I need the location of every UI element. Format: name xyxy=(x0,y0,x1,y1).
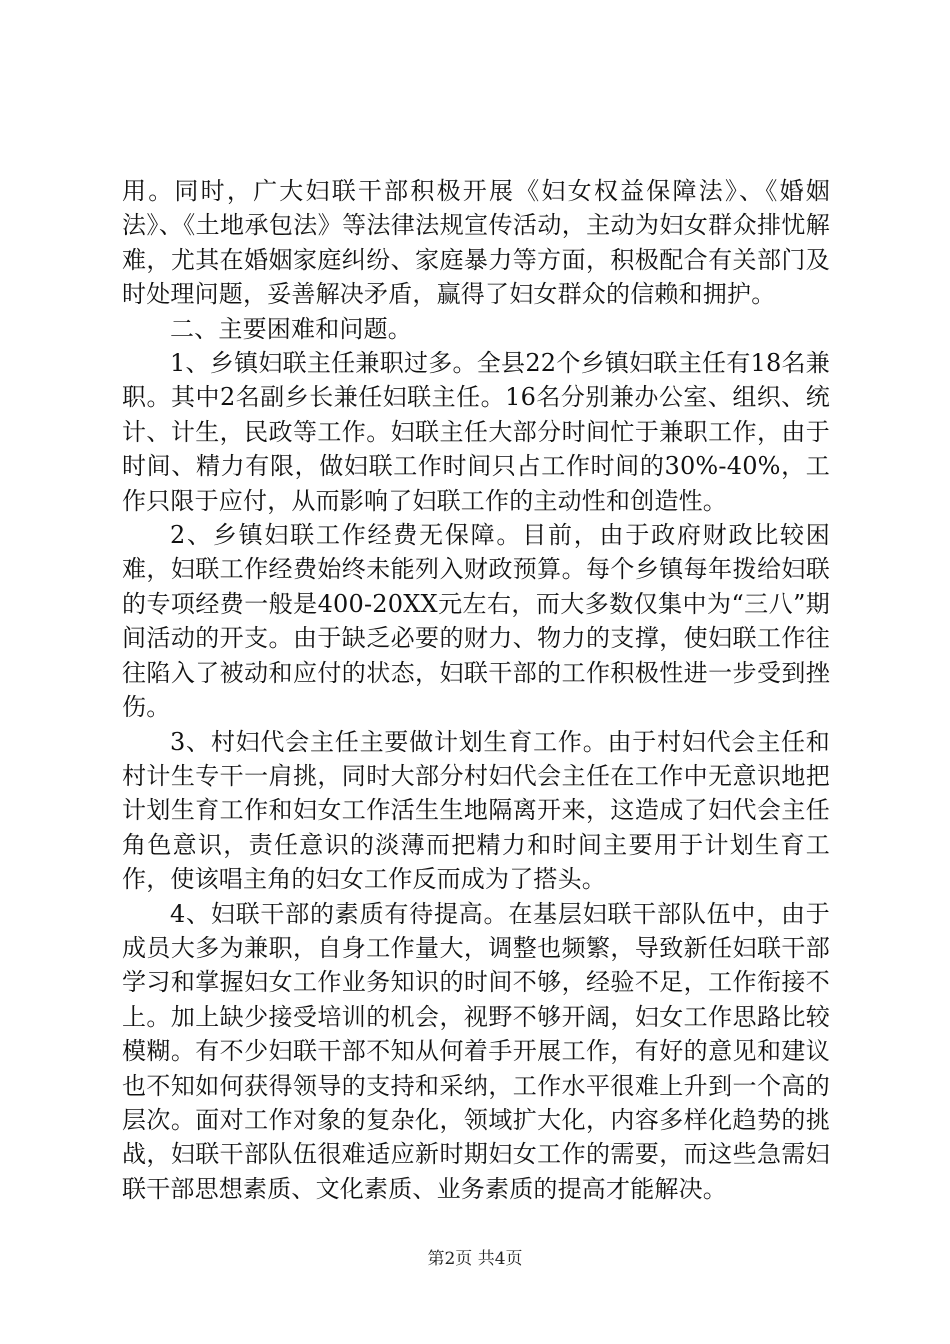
page-number-footer: 第2页 共4页 xyxy=(427,1249,523,1269)
paragraph-item-4: 4、妇联干部的素质有待提高。在基层妇联干部队伍中，由于成员大多为兼职，自身工作量大，调整也频繁，导致新任妇联干部学习和掌握妇女工作业务知识的时间不够，经验不足，工作衔接不上。加上缺少接受培训的机会，视野不够开阔，妇女工作思路比较模糊。有不少妇联干部不知从何着手开展工作，有好的意见和建议也不知如何获得领导的支持和采纳，工作水平很难上升到一个高的层次。面对工作对象的复杂化，领域扩大化，内容多样化趋势的挑战，妇联干部队伍很难适应新时期妇女工作的需要，而这些急需妇联干部思想素质、文化素质、业务素质的提高才能解决。 xyxy=(122,899,830,1203)
paragraph-item-3: 3、村妇代会主任主要做计划生育工作。由于村妇代会主任和村计生专干一肩挑，同时大部分村妇代会主任在工作中无意识地把计划生育工作和妇女工作活生生地隔离开来，这造成了妇代会主任角色意识，责任意识的淡薄而把精力和时间主要用于计划生育工作，使该唱主角的妇女工作反而成为了搭头。 xyxy=(122,727,830,894)
document-body xyxy=(122,174,830,1206)
section-heading: 二、主要困难和问题。 xyxy=(170,314,412,343)
paragraph-item-2: 2、乡镇妇联工作经费无保障。目前，由于政府财政比较困难，妇联工作经费始终未能列入财政预算。每个乡镇每年拨给妇联的专项经费一般是400-20XX元左右，而大多数仅集中为“三八”期间活动的开支。由于缺乏必要的财力、物力的支撑，使妇联工作往往陷入了被动和应付的状态，妇联干部的工作积极性进一步受到挫伤。 xyxy=(122,521,830,722)
paragraph-item-1: 1、乡镇妇联主任兼职过多。全县22个乡镇妇联主任有18名兼职。其中2名副乡长兼任妇联主任。16名分别兼办公室、组织、统计、计生，民政等工作。妇联主任大部分时间忙于兼职工作，由于时间、精力有限，做妇联工作时间只占工作时间的30%-40%，工作只限于应付，从而影响了妇联工作的主动性和创造性。 xyxy=(122,349,830,515)
paragraph-continuation: 用。同时，广大妇联干部积极开展《妇女权益保障法》、《婚姻法》、《土地承包法》等法律法规宣传活动，主动为妇女群众排忧解难，尤其在婚姻家庭纠纷、家庭暴力等方面，积极配合有关部门及时处理问题，妥善解决矛盾，赢得了妇女群众的信赖和拥护。 xyxy=(122,177,830,309)
